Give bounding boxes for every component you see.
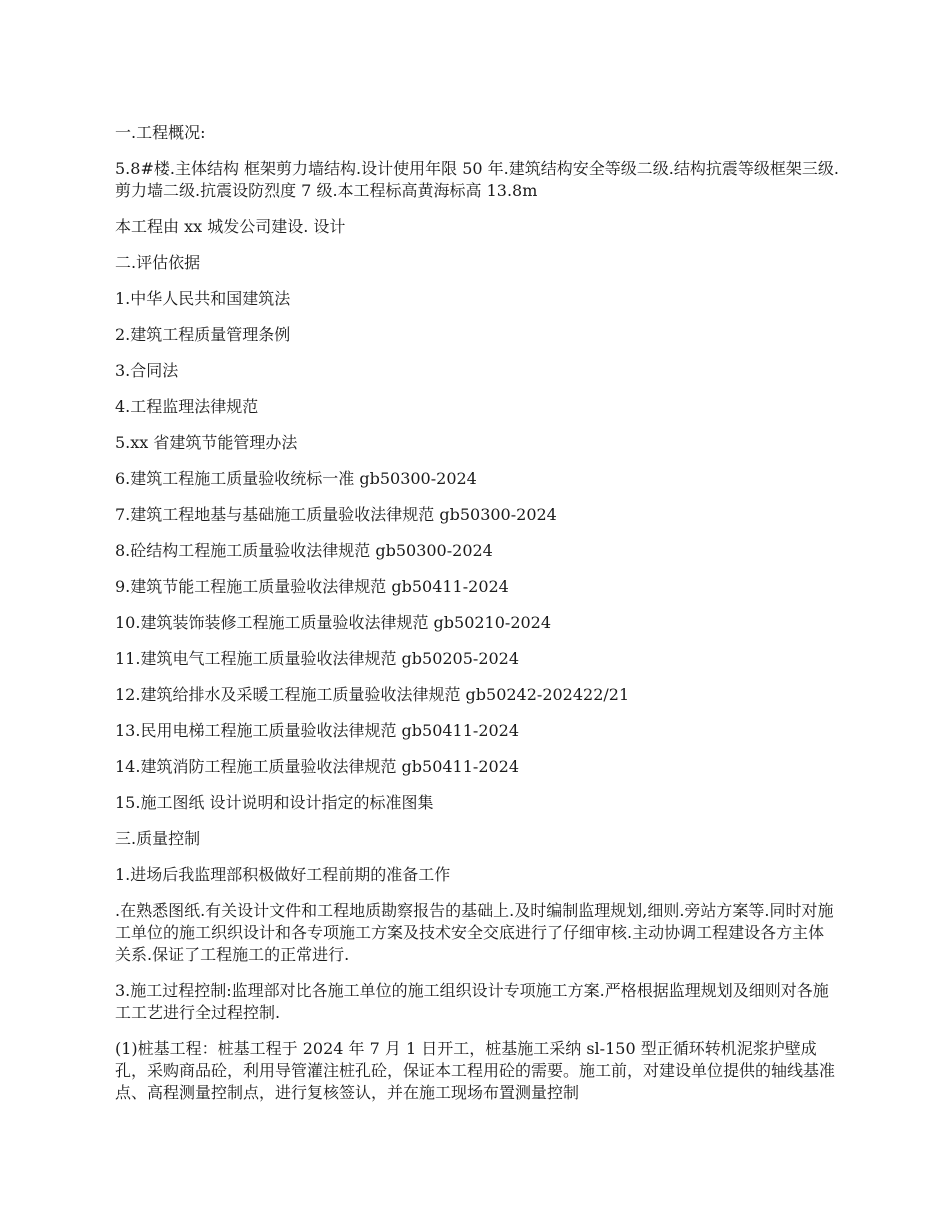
list-item: 3.合同法: [115, 361, 179, 380]
list-item: 8.砼结构工程施工质量验收法律规范 gb50300-2024: [115, 541, 493, 560]
document-body: [115, 122, 840, 1118]
paragraph-drawings-review: .在熟悉图纸.有关设计文件和工程地质勘察报告的基础上.及时编制监理规划,细则.旁站方案等.同时对施工单位的施工织织设计和各专项施工方案及技术安全交底进行了仔细审核.主动协调工程建设各方主体关系.保证了工程施工的正常进行.: [115, 901, 834, 964]
section-heading-overview: 一.工程概况:: [115, 123, 206, 142]
paragraph-builder: 本工程由 xx 城发公司建设. 设计: [115, 217, 346, 236]
list-item: 7.建筑工程地基与基础施工质量验收法律规范 gb50300-2024: [115, 505, 557, 524]
paragraph-process-control: 3.施工过程控制:监理部对比各施工单位的施工组织设计专项施工方案.严格根据监理规划及细则对各施工工艺进行全过程控制.: [115, 981, 829, 1022]
list-item: 6.建筑工程施工质量验收统标一准 gb50300-2024: [115, 469, 477, 488]
list-item: 15.施工图纸 设计说明和设计指定的标准图集: [115, 793, 434, 812]
section-heading-quality: 三.质量控制: [115, 829, 201, 848]
list-item: 1.中华人民共和国建筑法: [115, 289, 291, 308]
list-item: 4.工程监理法律规范: [115, 397, 259, 416]
list-item: 9.建筑节能工程施工质量验收法律规范 gb50411-2024: [115, 577, 509, 596]
list-item: 12.建筑给排水及采暖工程施工质量验收法律规范 gb50242-202422/21: [115, 685, 630, 704]
list-item: 13.民用电梯工程施工质量验收法律规范 gb50411-2024: [115, 721, 520, 740]
list-item: 11.建筑电气工程施工质量验收法律规范 gb50205-2024: [115, 649, 520, 668]
list-item: 5.xx 省建筑节能管理办法: [115, 433, 298, 452]
list-item: 10.建筑装饰装修工程施工质量验收法律规范 gb50210-2024: [115, 613, 552, 632]
paragraph-structure: 5.8#楼.主体结构 框架剪力墙结构.设计使用年限 50 年.建筑结构安全等级二级.结构抗震等级框架三级.剪力墙二级.抗震设防烈度 7 级.本工程标高黄海标高 13.8m: [115, 159, 839, 200]
list-item: 2.建筑工程质量管理条例: [115, 325, 291, 344]
paragraph-preparation: 1.进场后我监理部积极做好工程前期的准备工作: [115, 865, 451, 884]
list-item: 14.建筑消防工程施工质量验收法律规范 gb50411-2024: [115, 757, 520, 776]
paragraph-pile-foundation: (1)桩基工程：桩基工程于 2024 年 7 月 1 日开工，桩基施工采纳 sl-150 型正循环转机泥浆护壁成孔，采购商品砼，利用导管灌注桩孔砼，保证本工程用砼的需要。施工前，对建设单位提供的轴线基准点、高程测量控制点，进行复核签认，并在施工现场布置测量控制: [115, 1039, 836, 1102]
section-heading-basis: 二.评估依据: [115, 253, 201, 272]
